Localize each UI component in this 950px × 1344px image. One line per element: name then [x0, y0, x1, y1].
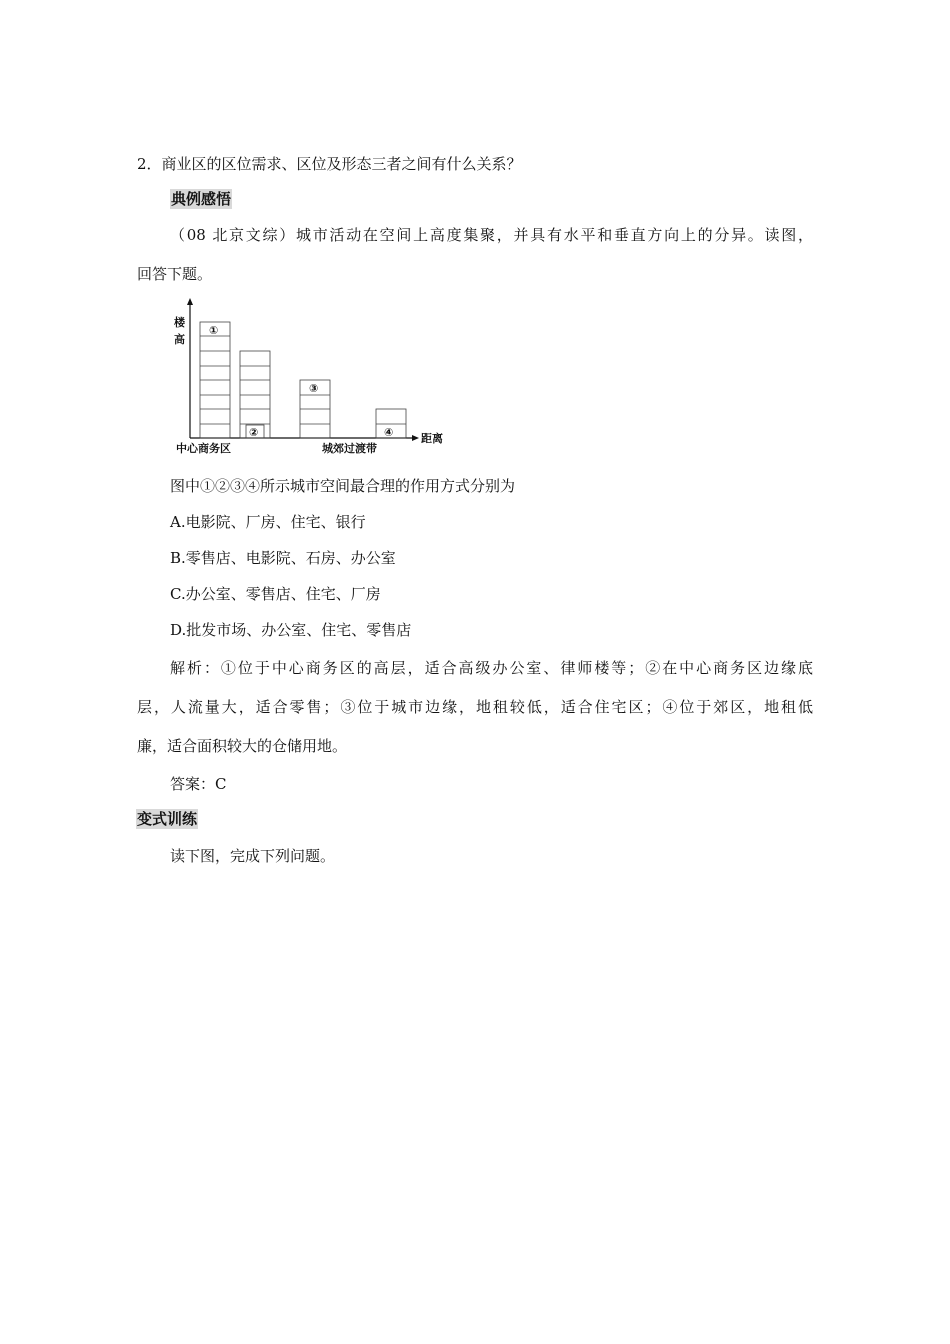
example-heading: 典例感悟 — [171, 190, 232, 208]
option-a: A.电影院、厂房、住宅、银行 — [170, 513, 366, 531]
practice-text: 读下图，完成下列问题。 — [170, 847, 336, 865]
example-intro-line-2: 回答下题。 — [137, 265, 213, 283]
zone-transition-label: 城郊过渡带 — [322, 442, 377, 455]
y-axis-label-2: 高 — [174, 333, 185, 346]
y-axis-arrow — [187, 298, 193, 305]
analysis-line-1: 解析：①位于中心商务区的高层，适合高级办公室、律师楼等；②在中心商务区边缘底 — [170, 659, 813, 677]
answer: 答案：C — [170, 775, 227, 793]
marker-1: ① — [209, 324, 219, 337]
question-2: 2．商业区的区位需求、区位及形态三者之间有什么关系？ — [137, 155, 522, 173]
marker-4: ④ — [384, 426, 394, 439]
option-d: D.批发市场、办公室、住宅、零售店 — [170, 621, 412, 639]
option-c: C.办公室、零售店、住宅、厂房 — [170, 585, 381, 603]
analysis-line-2: 层，人流量大，适合零售；③位于城市边缘，地租较低，适合住宅区；④位于郊区，地租低 — [137, 698, 813, 716]
zone-cbd-label: 中心商务区 — [176, 442, 231, 455]
building-height-figure — [160, 296, 460, 456]
example-intro-line-1: （08 北京文综）城市活动在空间上高度集聚，并具有水平和垂直方向上的分异。读图， — [170, 226, 813, 244]
y-axis-label-1: 楼 — [174, 316, 185, 329]
analysis-line-3: 廉，适合面积较大的仓储用地。 — [137, 737, 348, 755]
x-axis-label: 距离 — [421, 432, 443, 445]
x-axis-arrow — [412, 435, 419, 441]
practice-heading: 变式训练 — [137, 810, 198, 828]
marker-2: ② — [249, 426, 259, 439]
marker-3: ③ — [309, 382, 319, 395]
option-b: B.零售店、电影院、石房、办公室 — [170, 549, 396, 567]
question-stem: 图中①②③④所示城市空间最合理的作用方式分别为 — [170, 477, 516, 495]
building-1 — [200, 322, 230, 438]
